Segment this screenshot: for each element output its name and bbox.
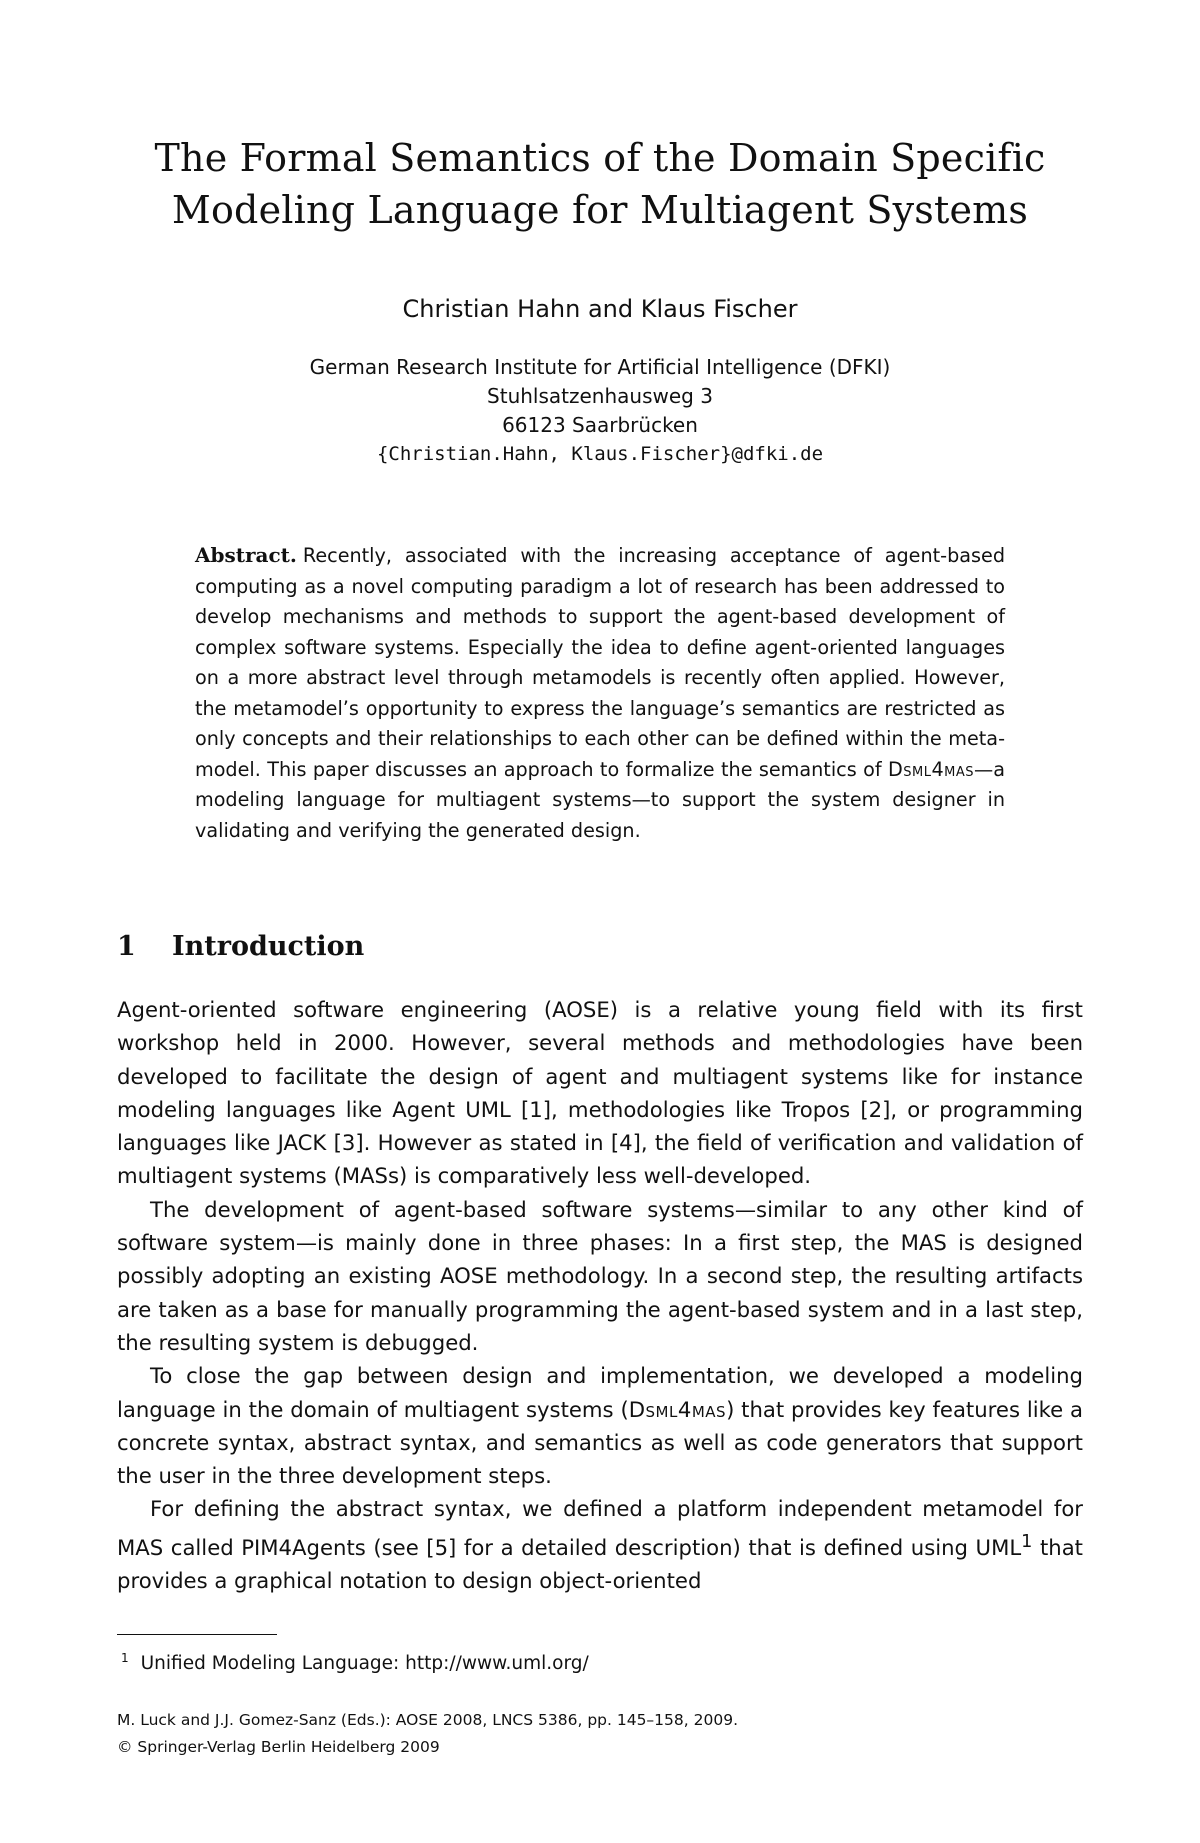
section-number: 1 xyxy=(117,931,136,962)
footnote xyxy=(121,1645,589,1677)
footnote-rule xyxy=(117,1634,277,1635)
title-line-1: The Formal Semantics of the Domain Specific xyxy=(154,136,1046,180)
affiliation-city: 66123 Saarbrücken xyxy=(502,413,698,437)
abstract-text-after: —a modeling language for multiagent systems—to support the system designer in validating and verifying the generated design. xyxy=(195,757,1005,842)
affiliation-block xyxy=(0,353,1200,469)
paragraph-4-after: that provides a graphical notation to design object-oriented xyxy=(117,1534,1083,1594)
credits-line-2: © Springer-Verlag Berlin Heidelberg 2009 xyxy=(117,1738,440,1756)
abstract-label: Abstract. xyxy=(195,543,297,567)
abstract-text-before: Recently, associated with the increasing acceptance of agent-based computing as a novel computing paradigm a lot of research has been addressed to develop mechanisms and methods to support the agent-based development of complex software systems. Especially the idea to define agent-oriented languages on a more abstract level through metamodels is recently often applied. However, the metamodel’s opportunity to express the language’s semantics are restricted as only concepts and their relationships to each other can be defined within the metamodel. This paper discusses an approach to formalize the semantics of xyxy=(195,544,1005,781)
paragraph-3-before: To close the gap between design and implementation, we developed a modeling language in the domain of multiagent systems ( xyxy=(117,1363,1083,1422)
paper-title xyxy=(0,132,1200,236)
footnote-reference[interactable]: 1 xyxy=(1021,1531,1033,1552)
paragraph-3-after: ) that provides key features like a concrete syntax, abstract syntax, and semantics as well as code generators that support the user in the three development steps. xyxy=(117,1396,1083,1489)
section-heading xyxy=(117,930,364,964)
paragraph-2: The development of agent-based software systems—similar to any other kind of software system—is mainly done in three phases: In a first step, the MAS is designed possibly adopting an existing AOSE methodology. In a second step, the resulting artifacts are taken as a base for manually programming the agent-based system and in a last step, the resulting system is debugged. xyxy=(117,1196,1083,1355)
paragraph-3 xyxy=(117,1359,1083,1492)
credits-line-1: M. Luck and J.J. Gomez-Sanz (Eds.): AOSE 2008, LNCS 5386, pp. 145–158, 2009. xyxy=(117,1711,738,1729)
footnote-text: Unified Modeling Language: http://www.uml.org/ xyxy=(140,1653,589,1675)
section-title: Introduction xyxy=(172,931,365,962)
affiliation-street: Stuhlsatzenhausweg 3 xyxy=(487,384,713,408)
author-list: Christian Hahn and Klaus Fischer xyxy=(402,295,798,323)
affiliation-institute: German Research Institute for Artificial Intelligence (DFKI) xyxy=(309,355,891,379)
paragraph-4 xyxy=(117,1492,1083,1597)
title-line-2: Modeling Language for Multiagent Systems xyxy=(171,188,1029,232)
abstract xyxy=(195,540,1005,846)
abstract-dsml-name: Dsml4mas xyxy=(887,757,975,781)
paragraph-4-before: For defining the abstract syntax, we defined a platform independent metamodel for MAS called PIM4Agents (see [5] for a detailed description) that is defined using UML xyxy=(117,1496,1083,1560)
publication-credits xyxy=(117,1707,738,1761)
section-body xyxy=(117,993,1083,1597)
paragraph-1: Agent-oriented software engineering (AOSE) is a relative young field with its first workshop held in 2000. However, several methods and methodologies have been developed to facilitate the design of agent and multiagent systems like for instance modeling languages like Agent UML [1], methodologies like Tropos [2], or programming languages like JACK [3]. However as stated in [4], the field of verification and validation of multiagent systems (MASs) is comparatively less well-developed. xyxy=(117,997,1083,1189)
paragraph-3-dsml-name: Dsml4mas xyxy=(628,1396,727,1422)
author-emails: {Christian.Hahn, Klaus.Fischer}@dfki.de xyxy=(376,443,824,465)
footnote-mark: 1 xyxy=(121,1651,129,1665)
